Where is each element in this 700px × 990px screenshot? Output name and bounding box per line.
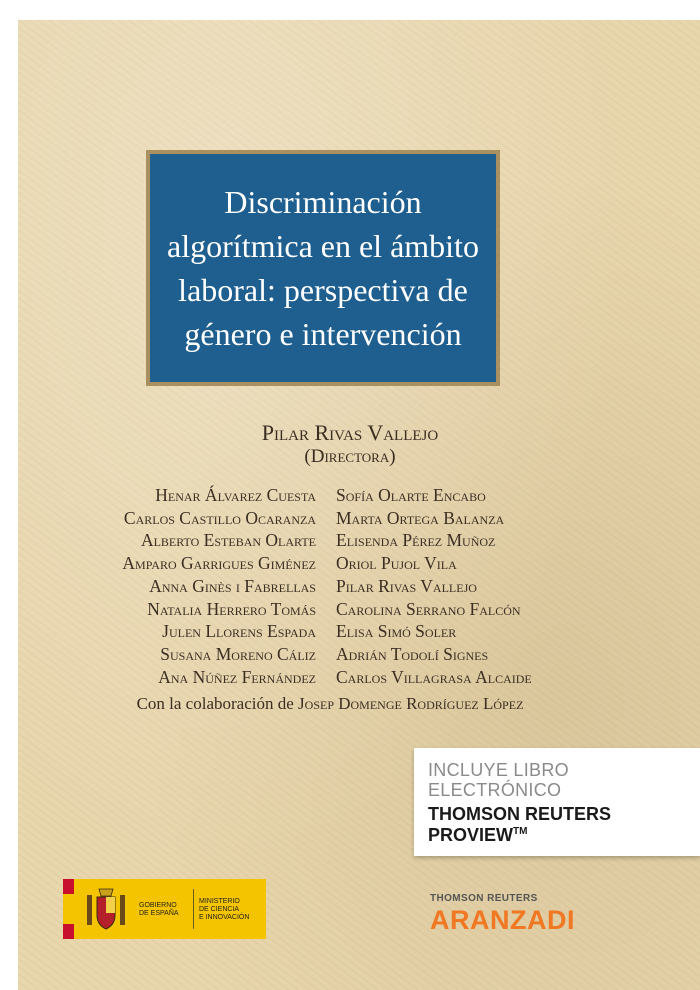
ebook-line-1: INCLUYE LIBRO xyxy=(428,760,569,780)
gov-text-line: GOBIERNO xyxy=(139,902,177,909)
eu-flag-icon xyxy=(63,879,74,939)
author-name: Pilar Rivas Vallejo xyxy=(336,575,477,596)
ebook-line-3: THOMSON REUTERS xyxy=(428,804,612,824)
gov-text-line: DE ESPAÑA xyxy=(139,910,179,917)
title-box xyxy=(146,150,500,386)
proview-label: PROVIEW xyxy=(428,825,514,845)
gov-text-line: E INNOVACIÓN xyxy=(199,914,250,921)
ebook-line-4 xyxy=(428,825,527,846)
gov-text-left xyxy=(139,902,179,918)
author-name: Marta Ortega Balanza xyxy=(336,507,505,528)
coat-of-arms-icon xyxy=(83,885,129,933)
author-name: Susana Moreno Cáliz xyxy=(160,643,316,664)
director-role: (Directora) xyxy=(304,446,396,467)
book-title: Discriminación algorítmica en el ámbito laboral: perspectiva de género e intervención xyxy=(167,184,479,352)
publisher-logo xyxy=(430,893,575,936)
author-name: Elisenda Pérez Muñoz xyxy=(336,530,496,551)
author-name: Henar Álvarez Cuesta xyxy=(155,485,316,505)
author-name: Ana Núñez Fernández xyxy=(158,666,316,687)
author-name: Carlos Castillo Ocaranza xyxy=(123,507,316,528)
author-name: Elisa Simó Soler xyxy=(336,621,457,642)
author-name: Sofía Olarte Encabo xyxy=(336,485,486,505)
ebook-line-2: ELECTRÓNICO xyxy=(428,780,562,800)
gov-text-line: DE CIENCIA xyxy=(199,906,240,913)
authors-left-column xyxy=(40,484,316,688)
collaborator-name: Josep Domenge Rodríguez López xyxy=(298,694,524,713)
author-name: Anna Ginès i Fabrellas xyxy=(149,575,316,596)
author-name: Julen Llorens Espada xyxy=(162,621,316,642)
gov-text-line: MINISTERIO xyxy=(199,898,240,905)
collaboration-line xyxy=(40,694,620,714)
collaboration-prefix: Con la colaboración de xyxy=(136,694,294,713)
authors-right-column xyxy=(336,484,636,688)
ebook-badge xyxy=(414,748,700,856)
director-name: Pilar Rivas Vallejo xyxy=(261,420,439,445)
author-name: Adrián Todolí Signes xyxy=(336,643,489,664)
publisher-name: ARANZADI xyxy=(430,905,575,935)
publisher-group: THOMSON REUTERS xyxy=(430,893,538,904)
author-name: Amparo Garrigues Giménez xyxy=(122,553,316,574)
author-name: Carolina Serrano Falcón xyxy=(336,598,521,619)
government-logo xyxy=(63,879,266,939)
trademark-symbol: TM xyxy=(513,826,528,837)
author-name: Natalia Herrero Tomás xyxy=(147,598,316,619)
gov-divider xyxy=(193,889,194,929)
author-name: Carlos Villagrasa Alcaide xyxy=(336,666,532,687)
author-name: Oriol Pujol Vila xyxy=(336,553,457,574)
gov-text-right xyxy=(199,898,249,922)
author-name: Alberto Esteban Olarte xyxy=(140,530,316,551)
